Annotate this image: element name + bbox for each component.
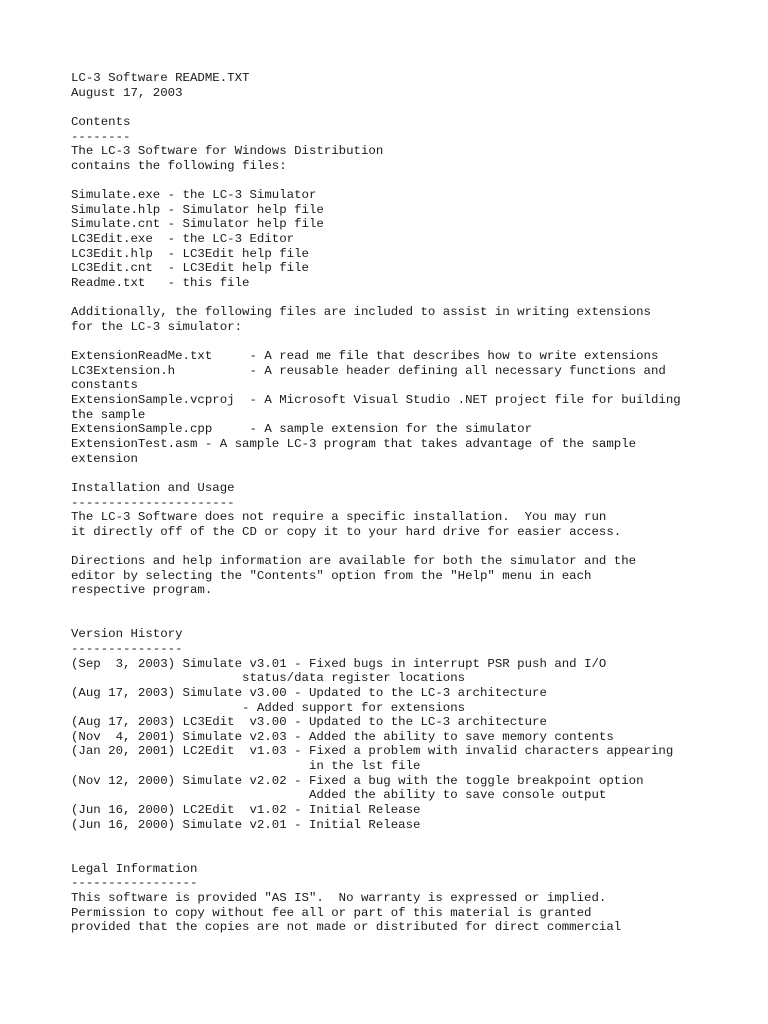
text-line: editor by selecting the "Contents" option from the "Help" menu in each [71,568,592,583]
text-line: LC3Extension.h - A reusable header defining all necessary functions and [71,363,666,378]
text-line: LC3Edit.exe - the LC-3 Editor [71,232,295,247]
text-line: Installation and Usage [71,480,235,495]
text-line: LC3Edit.hlp - LC3Edit help file [71,246,309,261]
text-line: (Nov 12, 2000) Simulate v2.02 - Fixed a bug with the toggle breakpoint option [71,773,644,788]
blank-line [71,100,761,115]
text-line: ExtensionSample.cpp - A sample extension for the simulator [71,422,533,437]
blank-line [71,847,761,862]
text-line: LC3Edit.cnt - LC3Edit help file [71,261,309,276]
text-line: LC-3 Software README.TXT [71,71,250,85]
text-line: (Jun 16, 2000) Simulate v2.01 - Initial Release [71,817,421,832]
blank-line [71,598,761,613]
text-line: Simulate.exe - the LC-3 Simulator [71,188,317,203]
text-line: Version History [71,627,183,642]
text-line: Legal Information [71,861,198,876]
text-line: (Aug 17, 2003) LC3Edit v3.00 - Updated to the LC-3 architecture [71,715,547,730]
text-line: (Sep 3, 2003) Simulate v3.01 - Fixed bugs in interrupt PSR push and I/O [71,656,607,671]
text-line: ExtensionReadMe.txt - A read me file that describes how to write extensions [71,349,659,364]
text-line: extension [71,451,138,466]
text-line: (Jan 20, 2001) LC2Edit v1.03 - Fixed a problem with invalid characters appearing [71,744,674,759]
text-line: Simulate.cnt - Simulator help file [71,217,324,232]
text-line: -------- [71,129,131,144]
readme-text [71,71,761,935]
text-line: --------------- [71,641,183,656]
text-line: ExtensionSample.vcproj - A Microsoft Visual Studio .NET project file for building [71,393,681,408]
text-line: Directions and help information are available for both the simulator and the [71,554,637,569]
text-line: This software is provided "AS IS". No warranty is expressed or implied. [71,890,607,905]
text-line: (Nov 4, 2001) Simulate v2.03 - Added the ability to save memory contents [71,729,614,744]
blank-line [71,466,761,481]
text-line: in the lst file [71,759,421,774]
text-line: Contents [71,114,131,129]
text-line: (Aug 17, 2003) Simulate v3.00 - Updated to the LC-3 architecture [71,685,547,700]
text-line: Additionally, the following files are included to assist in writing extensions [71,305,651,320]
text-line: ----------------- [71,876,198,891]
text-line: the sample [71,407,146,422]
text-line: Readme.txt - this file [71,275,250,290]
text-line: The LC-3 Software does not require a specific installation. You may run [71,510,607,525]
text-line: respective program. [71,583,213,598]
text-line: constants [71,378,138,393]
blank-line [71,613,761,628]
blank-line [71,540,761,555]
text-line: ExtensionTest.asm - A sample LC-3 program that takes advantage of the sample [71,437,637,452]
text-line: August 17, 2003 [71,85,183,100]
blank-line [71,832,761,847]
text-line: Permission to copy without fee all or part of this material is granted [71,905,592,920]
text-line: (Jun 16, 2000) LC2Edit v1.02 - Initial Release [71,803,421,818]
text-line: status/data register locations [71,671,466,686]
blank-line [71,335,761,350]
blank-line [71,291,761,306]
text-line: contains the following files: [71,158,287,173]
text-line: Added the ability to save console output [71,788,607,803]
text-line: provided that the copies are not made or distributed for direct commercial [71,920,622,935]
text-line: - Added support for extensions [71,700,466,715]
text-line: ---------------------- [71,495,235,510]
blank-line [71,173,761,188]
text-line: it directly off of the CD or copy it to your hard drive for easier access. [71,524,622,539]
text-line: for the LC-3 simulator: [71,319,243,334]
text-line: Simulate.hlp - Simulator help file [71,202,324,217]
text-line: The LC-3 Software for Windows Distribution [71,144,384,159]
